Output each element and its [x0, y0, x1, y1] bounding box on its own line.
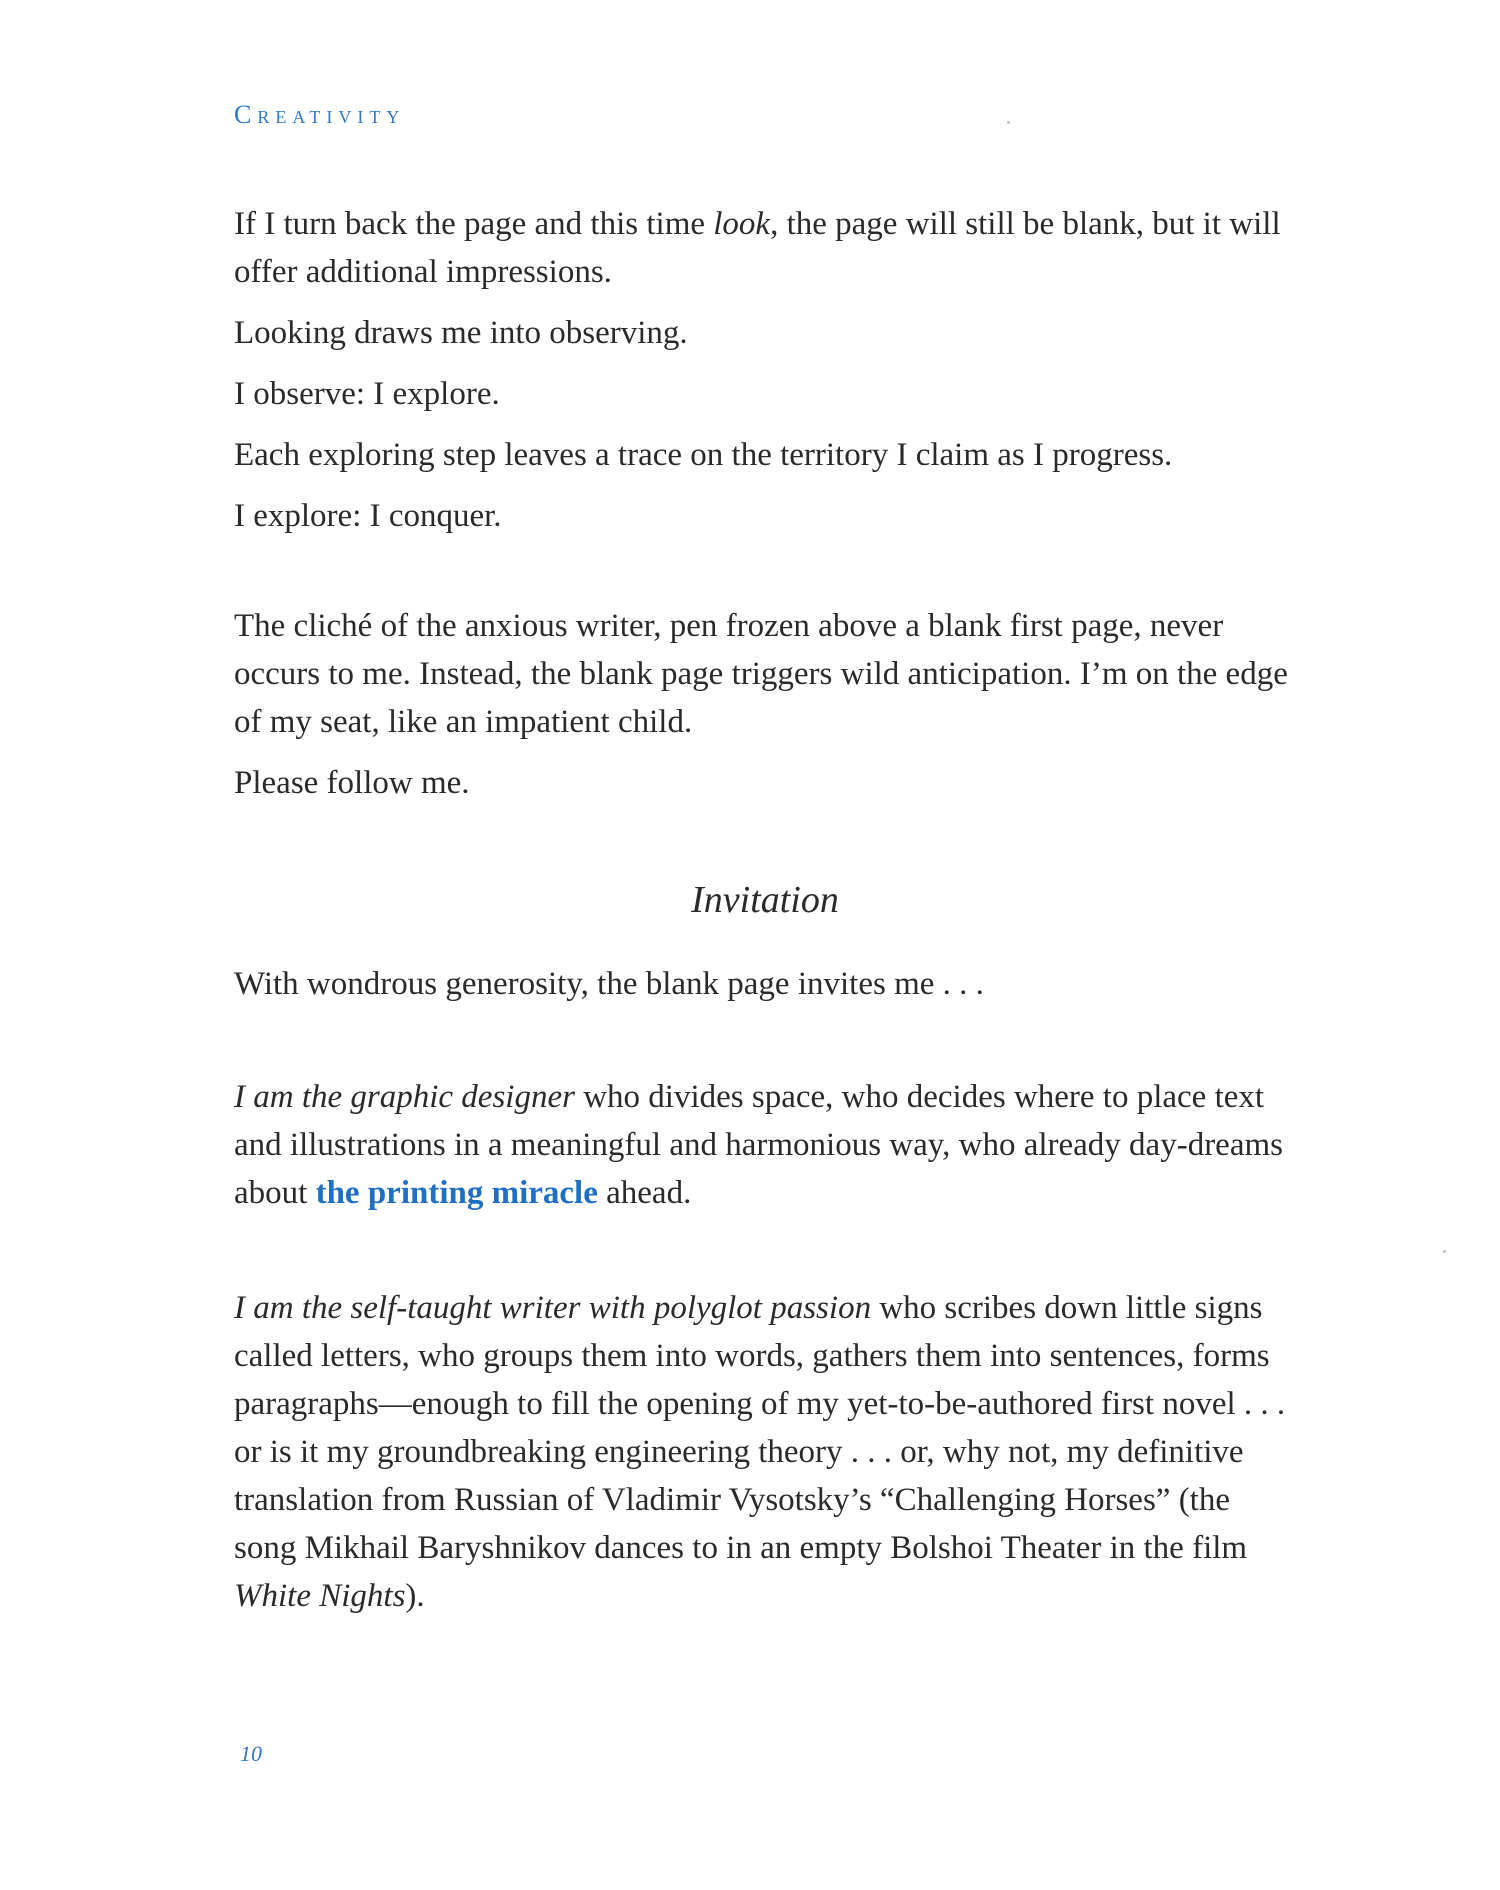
paragraph: I am the graphic designer who divides space, who decides where to place text and illustrations in a meaningful and harmonious way, who already day-dreams about the printing miracle ahead. [234, 1079, 1283, 1211]
paragraph: I observe: I explore. [234, 376, 500, 412]
emphasis: look [713, 206, 771, 242]
page-number: 10 [240, 1741, 262, 1766]
film-title: White Nights [234, 1578, 406, 1614]
paragraph: I explore: I conquer. [234, 498, 502, 534]
second-section [234, 602, 1296, 807]
paragraph: If I turn back the page and this time look, the page will still be blank, but it will offer additional impressions. [234, 206, 1281, 290]
emphasis: I am the self-taught writer with polyglot passion [234, 1290, 872, 1326]
designer-paragraph [234, 1073, 1296, 1217]
paragraph: Looking draws me into observing. [234, 315, 688, 351]
running-head: Creativity [234, 100, 406, 129]
paragraph: With wondrous generosity, the blank page invites me . . . [234, 966, 984, 1002]
writer-paragraph [234, 1284, 1296, 1620]
opening-section [234, 200, 1296, 540]
scan-speck [1007, 121, 1010, 124]
emphasis: I am the graphic designer [234, 1079, 575, 1115]
printing-miracle-link[interactable]: the printing miracle [315, 1175, 598, 1211]
scan-speck [1443, 1250, 1446, 1253]
paragraph: Please follow me. [234, 765, 470, 801]
paragraph: I am the self-taught writer with polyglot passion who scribes down little signs called letters, who groups them into words, gathers them into sentences, forms paragraphs—enough to fill the opening of my yet-to-be-authored first novel . . . or is it my groundbreaking engineering theory . . . or, why not, my definitive translation from Russian of Vladimir Vysotsky’s “Challenging Horses” (the song Mikhail Baryshnikov dances to in an empty Bolshoi Theater in the film White Nights). [234, 1290, 1286, 1614]
section-heading: Invitation [691, 879, 839, 921]
paragraph: The cliché of the anxious writer, pen frozen above a blank first page, never occurs to me. Instead, the blank page triggers wild anticipation. I’m on the edge of my seat, like an impatient child. [234, 608, 1288, 740]
invitation-intro [234, 960, 1296, 1008]
paragraph: Each exploring step leaves a trace on the territory I claim as I progress. [234, 437, 1173, 473]
